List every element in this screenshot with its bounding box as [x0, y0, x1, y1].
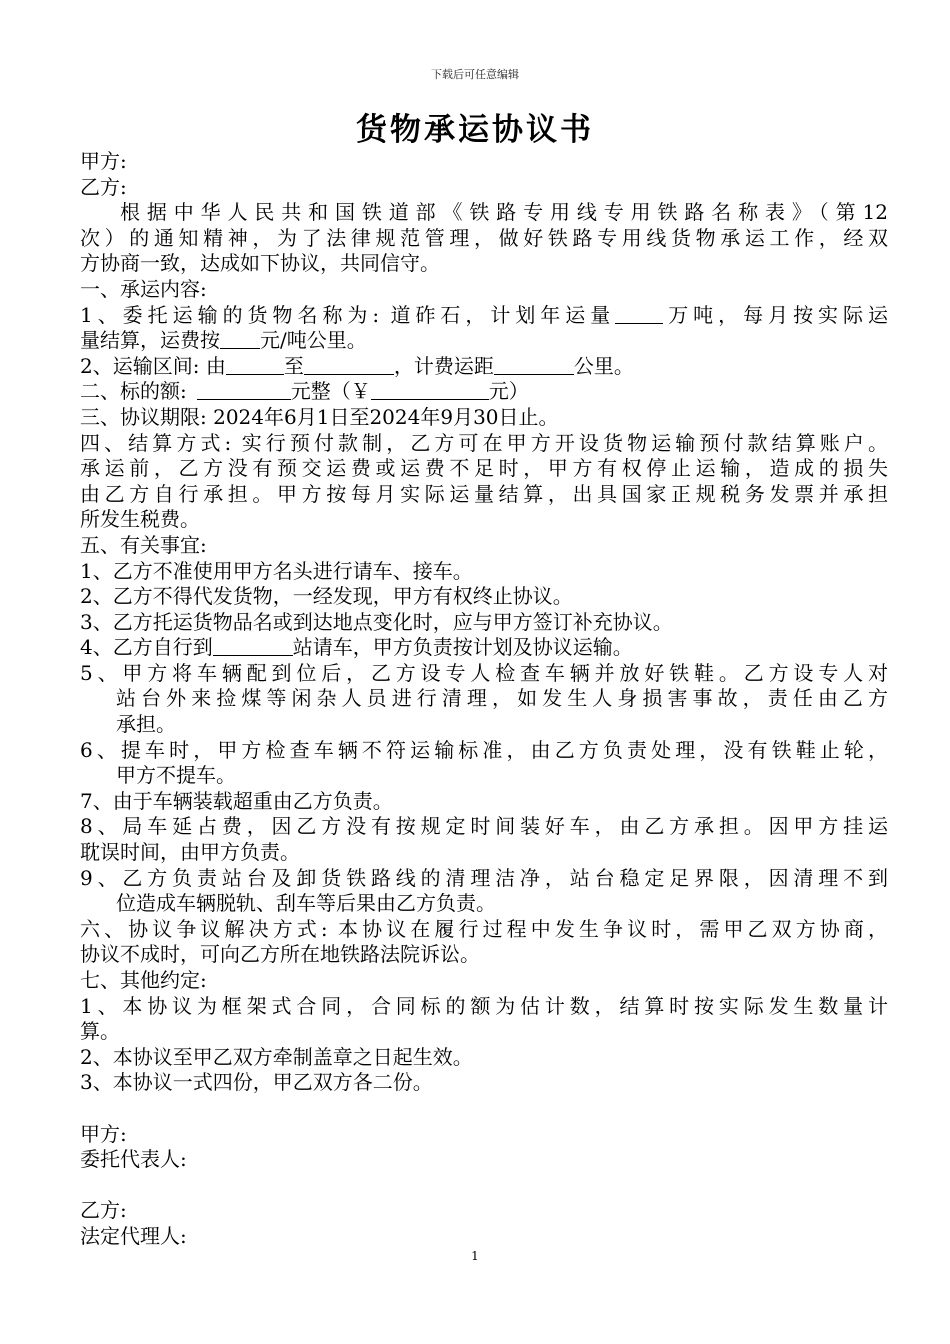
signature-party-b: 乙方:: [80, 1198, 127, 1223]
s5-item-5-line-2: 站台外来捡煤等闲杂人员进行清理，如发生人身损害事故，责任由乙方: [116, 686, 888, 711]
section-4-line-3: 由乙方自行承担。甲方按每月实际运量结算，出具国家正规税务发票并承担: [80, 481, 888, 506]
s5-item-6-line-2: 甲方不提车。: [116, 763, 236, 788]
s5-item-4-text-b: 站请车，甲方负责按计划及协议运输。: [292, 635, 633, 660]
s1-item2-text-b: 至: [283, 353, 304, 378]
s1-item1-text-c: 量结算，运费按: [80, 328, 220, 353]
s7-item-2: 2、本协议至甲乙双方牵制盖章之日起生效。: [80, 1044, 473, 1069]
s5-item-3: 3、乙方托运货物品名或到达地点变化时，应与甲方签订补充协议。: [80, 609, 673, 634]
s5-item-4-text-a: 4、乙方自行到: [80, 635, 213, 660]
s1-item1-text-d: 元/吨公里。: [260, 328, 367, 353]
section-6-line-2: 协议不成时，可向乙方所在地铁路法院诉讼。: [80, 942, 480, 967]
s1-item2-text-c: ，计费运距: [393, 353, 494, 378]
section-2-line: [80, 379, 888, 405]
s5-item-5-line-1: 5、甲方将车辆配到位后，乙方设专人检查车辆并放好铁鞋。乙方设专人对: [80, 660, 888, 685]
section-6-line-1: 六、协议争议解决方式: 本协议在履行过程中发生争议时，需甲乙双方协商，: [80, 916, 888, 941]
s5-item-4: [80, 635, 888, 661]
amount-words-blank: [197, 380, 291, 400]
annual-volume-blank: [615, 304, 663, 324]
s7-item-1-line-2: 算。: [80, 1019, 120, 1044]
document-title: 货物承运协议书: [356, 112, 594, 148]
section-4-line-4: 所发生税费。: [80, 507, 200, 532]
section-3-line: 三、协议期限: 2024年6月1日至2024年9月30日止。: [80, 404, 559, 429]
s7-item-3: 3、本协议一式四份，甲乙双方各二份。: [80, 1070, 433, 1095]
s5-item-7: 7、由于车辆装载超重由乙方负责。: [80, 788, 393, 813]
page-number: 1: [471, 1249, 479, 1263]
section-7-heading: 七、其他约定:: [80, 968, 207, 992]
section-1-heading: 一、承运内容:: [80, 276, 207, 301]
header-note: 下载后可任意编辑: [431, 68, 519, 81]
destination-blank: [304, 355, 394, 375]
section-4-line-1: 四、结算方式: 实行预付款制，乙方可在甲方开设货物运输预付款结算账户。: [80, 430, 888, 455]
intro-line-3: 方协商一致，达成如下协议，共同信守。: [80, 251, 440, 276]
station-blank: [213, 636, 293, 656]
party-a-line: 甲方:: [80, 149, 127, 173]
amount-figure-blank: [371, 380, 489, 400]
s2-text-a: 二、标的额:: [80, 379, 187, 404]
signature-party-a: 甲方:: [80, 1121, 127, 1146]
s1-item1-line2: [80, 328, 888, 354]
origin-blank: [226, 355, 284, 375]
freight-rate-blank: [220, 329, 260, 349]
spacer: [80, 1173, 888, 1199]
document-body: [80, 149, 888, 1250]
s1-item2-text-a: 2、运输区间: 由: [80, 353, 226, 378]
intro-line-2: 次）的通知精神，为了法律规范管理，做好铁路专用线货物承运工作，经双: [80, 225, 888, 250]
party-b-line: 乙方:: [80, 174, 127, 199]
s5-item-9-line-2: 位造成车辆脱轨、刮车等后果由乙方负责。: [116, 891, 496, 916]
spacer: [80, 1096, 888, 1122]
s1-item2-text-d: 公里。: [573, 353, 634, 378]
s1-item1-text-b: 万吨，每月按实际运: [663, 302, 888, 327]
s1-item1-line1: [80, 303, 888, 329]
s1-item1-text-a: 1、委托运输的货物名称为: 道砟石，计划年运量: [80, 302, 616, 327]
signature-rep-b: 法定代理人:: [80, 1223, 187, 1248]
s5-item-1: 1、乙方不准使用甲方名头进行请车、接车。: [80, 558, 473, 583]
section-4-line-2: 承运前，乙方没有预交运费或运费不足时，甲方有权停止运输，造成的损失: [80, 456, 888, 481]
signature-rep-a: 委托代表人:: [80, 1147, 187, 1172]
distance-blank: [494, 355, 574, 375]
s2-text-c: 元）: [488, 379, 529, 404]
s2-text-b: 元整（￥: [290, 379, 371, 404]
s1-item2-line: [80, 354, 888, 380]
s5-item-8-line-1: 8、局车延占费，因乙方没有按规定时间装好车，由乙方承担。因甲方挂运: [80, 814, 888, 839]
s5-item-6-line-1: 6、提车时，甲方检查车辆不符运输标准，由乙方负责处理，没有铁鞋止轮，: [80, 737, 888, 762]
intro-line-1: 根据中华人民共和国铁道部《铁路专用线专用铁路名称表》（第12: [120, 200, 888, 225]
s5-item-2: 2、乙方不得代发货物，一经发现，甲方有权终止协议。: [80, 584, 573, 609]
s7-item-1-line-1: 1、本协议为框架式合同，合同标的额为估计数，结算时按实际发生数量计: [80, 993, 888, 1018]
s5-item-8-line-2: 耽误时间，由甲方负责。: [80, 840, 300, 865]
s5-item-9-line-1: 9、乙方负责站台及卸货铁路线的清理洁净，站台稳定足界限，因清理不到: [80, 865, 888, 890]
s5-item-5-line-3: 承担。: [116, 712, 176, 737]
section-5-heading: 五、有关事宜:: [80, 532, 207, 557]
